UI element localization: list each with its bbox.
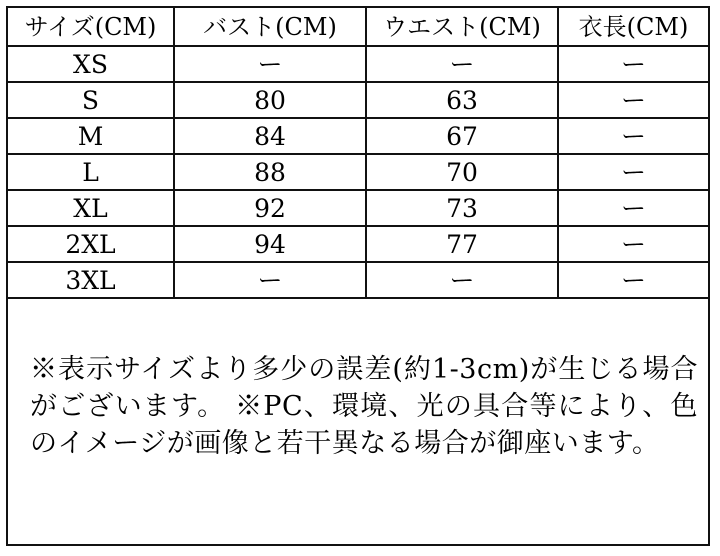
- cell-waist: 77: [366, 226, 558, 262]
- header-waist: ウエスト(CM): [366, 8, 558, 46]
- cell-size: 3XL: [8, 262, 174, 298]
- header-size: サイズ(CM): [8, 8, 174, 46]
- cell-length: ー: [558, 226, 708, 262]
- cell-waist: 73: [366, 190, 558, 226]
- table-row: [8, 190, 708, 226]
- cell-bust: ー: [174, 46, 366, 82]
- header-length: 衣長(CM): [558, 8, 708, 46]
- cell-waist: 67: [366, 118, 558, 154]
- cell-length: ー: [558, 46, 708, 82]
- cell-bust: ー: [174, 262, 366, 298]
- disclaimer-note: ※表示サイズより多少の誤差(約1-3cm)が生じる場合がございます。 ※PC、環境、光の具合等により、色のイメージが画像と若干異なる場合が御座います。: [30, 354, 698, 459]
- cell-waist: 63: [366, 82, 558, 118]
- table-row: [8, 46, 708, 82]
- cell-size: XS: [8, 46, 174, 82]
- size-chart-sheet: [6, 6, 710, 546]
- size-table: [8, 8, 708, 299]
- table-row: [8, 154, 708, 190]
- cell-size: XL: [8, 190, 174, 226]
- cell-size: 2XL: [8, 226, 174, 262]
- table-row: [8, 82, 708, 118]
- cell-size: L: [8, 154, 174, 190]
- cell-size: M: [8, 118, 174, 154]
- cell-bust: 84: [174, 118, 366, 154]
- cell-length: ー: [558, 118, 708, 154]
- table-header-row: [8, 8, 708, 46]
- table-row: [8, 118, 708, 154]
- cell-length: ー: [558, 82, 708, 118]
- cell-size: S: [8, 82, 174, 118]
- cell-bust: 94: [174, 226, 366, 262]
- table-row: [8, 226, 708, 262]
- cell-bust: 88: [174, 154, 366, 190]
- cell-length: ー: [558, 154, 708, 190]
- cell-waist: 70: [366, 154, 558, 190]
- cell-waist: ー: [366, 262, 558, 298]
- table-row: [8, 262, 708, 298]
- cell-bust: 92: [174, 190, 366, 226]
- cell-bust: 80: [174, 82, 366, 118]
- cell-waist: ー: [366, 46, 558, 82]
- cell-length: ー: [558, 190, 708, 226]
- cell-length: ー: [558, 262, 708, 298]
- header-bust: バスト(CM): [174, 8, 366, 46]
